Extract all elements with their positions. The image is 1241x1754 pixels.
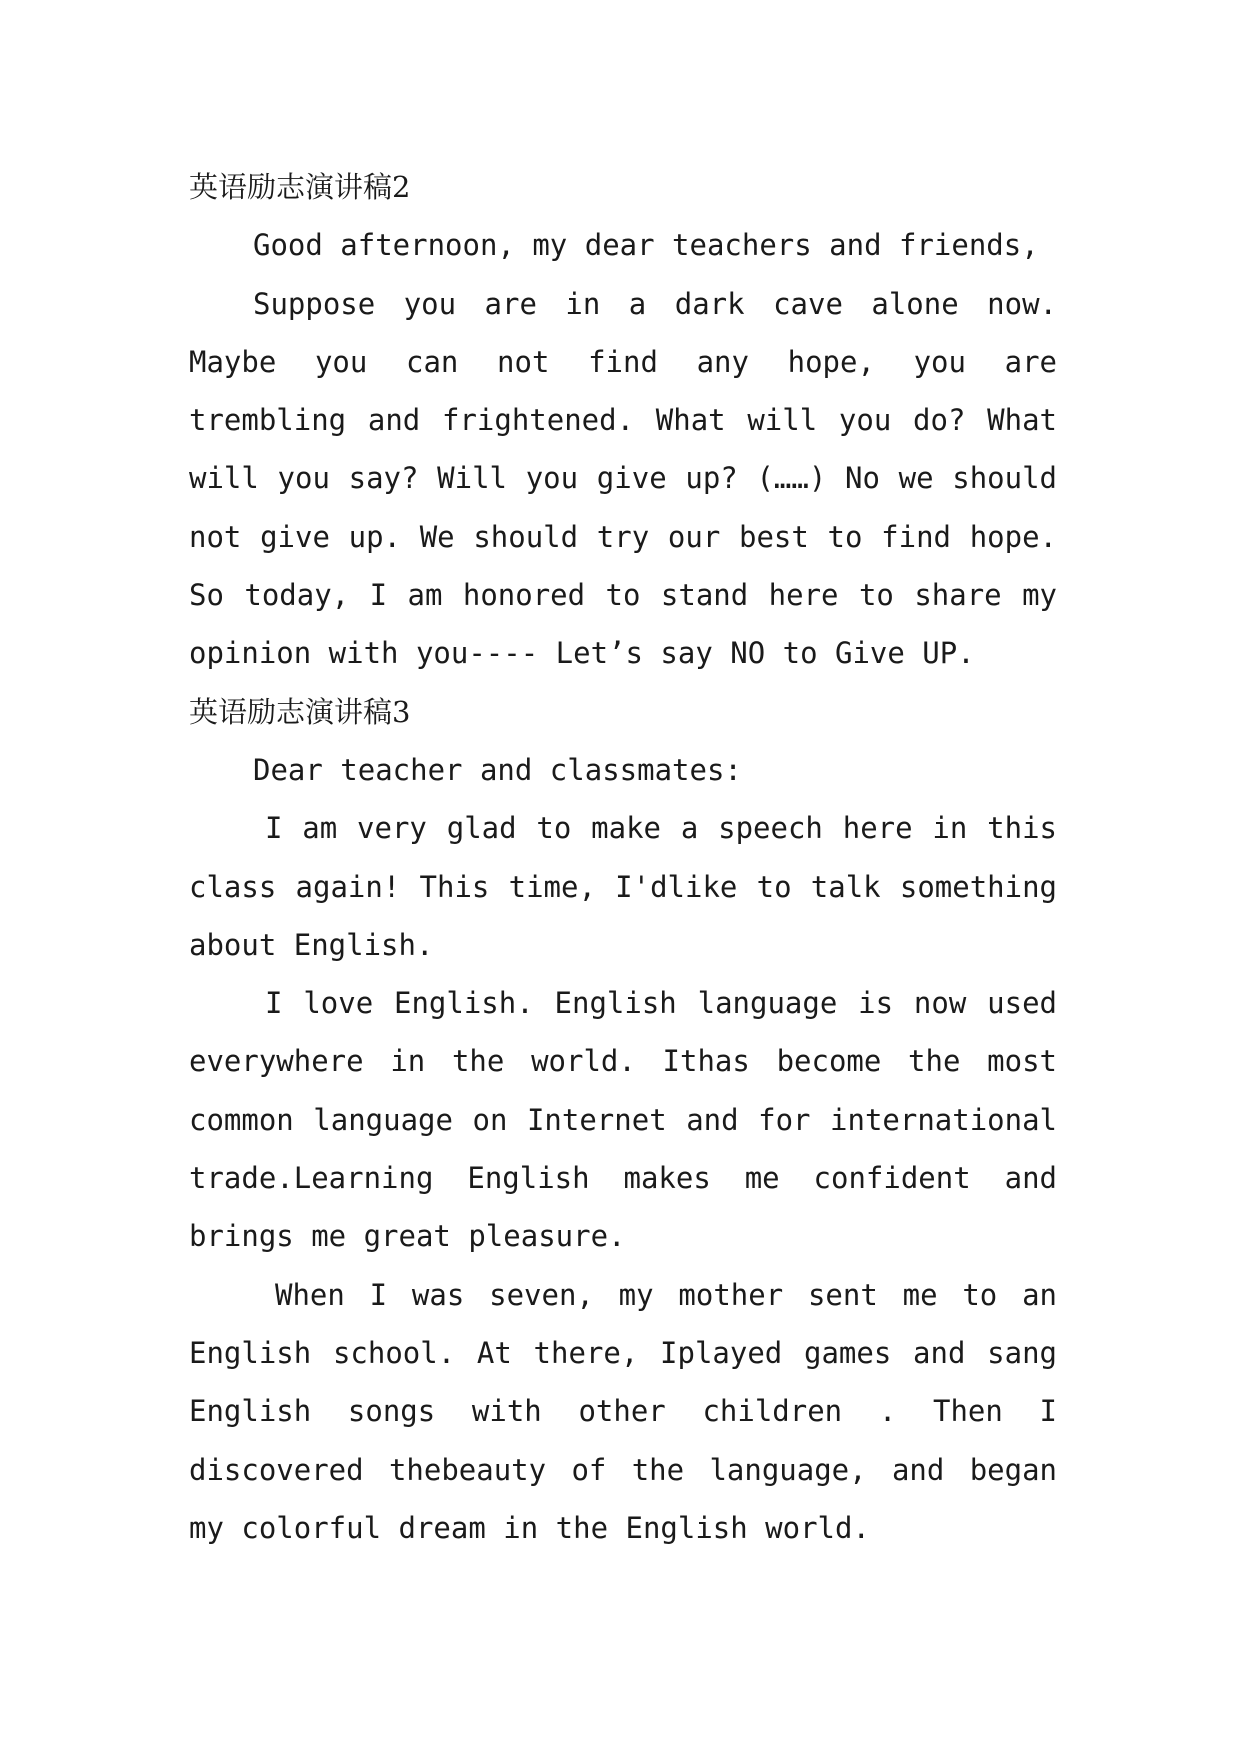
section-heading: 英语励志演讲稿2 bbox=[189, 170, 411, 204]
section-heading: 英语励志演讲稿3 bbox=[189, 694, 411, 729]
paragraph: Suppose you are in a dark cave alone now. Maybe you can not find any hope, you are trembling and frightened. What will you do? What will you say? Will you give up? (……) No we should not give up. We should try our best to find hope. So today, I am honored to stand here to share my opinion with you---- Let’s say NO to Give UP. bbox=[189, 286, 1057, 671]
salutation: Dear teacher and classmates: bbox=[253, 752, 742, 787]
speech-section-3 bbox=[189, 683, 1057, 1557]
paragraph: I am very glad to make a speech here in this class again! This time, I'dlike to talk something about English. bbox=[189, 811, 1057, 962]
paragraph: I love English. English language is now used everywhere in the world. Ithas become the most common language on Internet and for international trade.Learning English makes me confident and brings me great pleasure. bbox=[189, 986, 1057, 1254]
paragraph: When I was seven, my mother sent me to an English school. At there, Iplayed games and sang English songs with other children . Then I discovered thebeauty of the language, and began my colorful dream in the English world. bbox=[189, 1277, 1057, 1545]
speech-section-2 bbox=[189, 158, 1057, 683]
salutation: Good afternoon, my dear teachers and friends, bbox=[253, 228, 1039, 263]
document-body bbox=[189, 158, 1057, 1557]
